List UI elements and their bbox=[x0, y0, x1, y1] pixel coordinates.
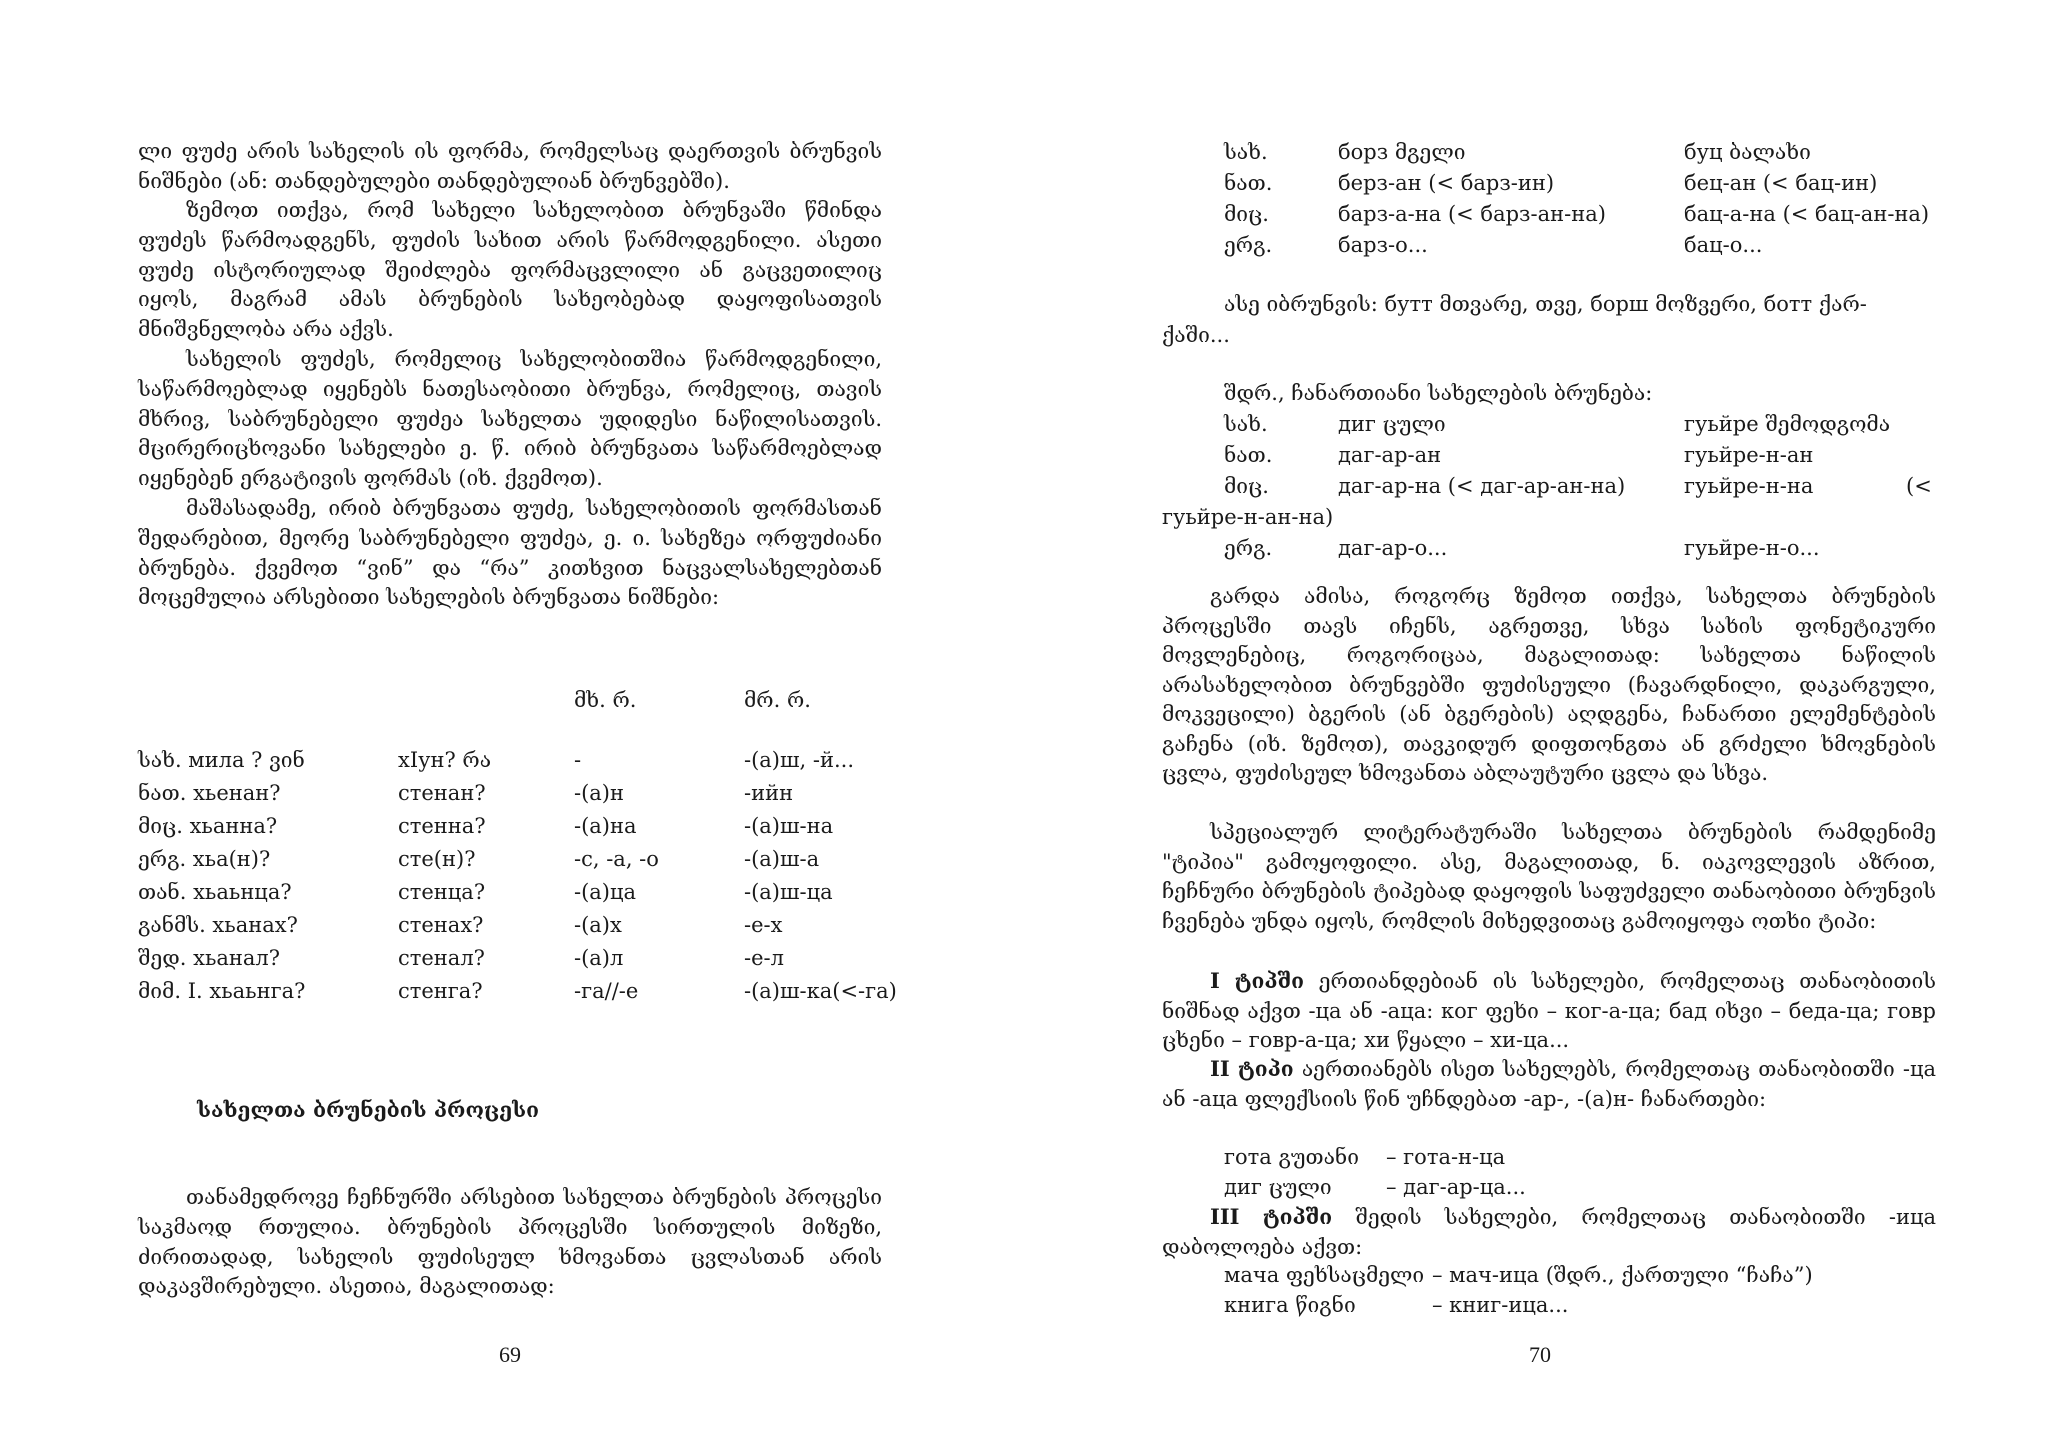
right-page bbox=[1024, 0, 2048, 1447]
table-cell: -(а)л bbox=[574, 946, 624, 970]
table-cell: შედ. хьанал? bbox=[138, 946, 281, 970]
table-cell: ნათ. bbox=[1224, 171, 1273, 195]
left-paragraph-1: ლი ფუძე არის სახელის ის ფორმა, რომელსაც დაერთვის ბრუნვის ნიშნები (ან: თანდებულები თანდებულიან ბრუნვებში). bbox=[138, 139, 882, 193]
table-cell: -(а)ца bbox=[574, 880, 637, 904]
table-cell: -(а)ш-на bbox=[744, 814, 834, 838]
table-cell: ერგ. хьа(н)? bbox=[138, 847, 271, 871]
type-2-label: II ტიპი bbox=[1210, 1056, 1294, 1081]
table-cell: თან. хьаьнца? bbox=[138, 880, 292, 904]
table-cell: сте(н)? bbox=[398, 847, 476, 871]
table-cell: -(а)х bbox=[574, 913, 622, 937]
left-paragraph-2: ზემოთ ითქვა, რომ სახელი სახელობით ბრუნვაში წმინდა ფუძეს წარმოადგენს, ფუძის სახით არის წარმოდგენილი. ასეთი ფუძე ისტორიულად შეიძლება ფორმაცვლილი ან გაცვეთილიც იყოს, მაგრამ ამას ბრუნების სახეობებად დაყოფისათვის მნიშვნელობა არა აქვს. bbox=[138, 198, 882, 342]
table-cell: даг-ар-ан bbox=[1338, 443, 1442, 467]
example-2-form: – даг-ар-ца... bbox=[1386, 1175, 1526, 1199]
example-1-form: – гота-н-ца bbox=[1386, 1145, 1506, 1169]
table-cell: барз-а-на (< барз-ан-на) bbox=[1338, 202, 1606, 226]
table-cell: берз-ан (< барз-ин) bbox=[1338, 171, 1555, 195]
table-cell: -(а)ш-ка(<-га) bbox=[744, 979, 897, 1003]
table-header-plural: მრ. რ. bbox=[744, 688, 811, 712]
table-cell: стенан? bbox=[398, 781, 486, 805]
example-1-word: гота გუთანი bbox=[1224, 1145, 1359, 1169]
table-cell: стенца? bbox=[398, 880, 486, 904]
table-cell: მიც. bbox=[1224, 202, 1269, 226]
table-cell: მიც. bbox=[1224, 474, 1269, 498]
right-paragraph-1: ასე იბრუნვის: бутт მთვარე, თვე, борш მოზვერი, ботт ქარ- bbox=[1224, 292, 1867, 316]
table-cell: მიმ. I. хьаьнга? bbox=[138, 979, 306, 1003]
type-1-paragraph bbox=[1162, 966, 1936, 1056]
right-paragraph-2: შდრ., ჩანართიანი სახელების ბრუნება: bbox=[1224, 381, 1653, 405]
table-cell: гуьйре-н-на bbox=[1684, 474, 1814, 498]
table-cell: стенал? bbox=[398, 946, 485, 970]
table-cell: -га//-е bbox=[574, 979, 639, 1003]
page-number-right: 70 bbox=[1529, 1342, 1551, 1367]
page-number-left: 69 bbox=[499, 1342, 521, 1367]
table-cell: -(а)ш-ца bbox=[744, 880, 833, 904]
table-cell: სახ. мила ? ვინ bbox=[138, 748, 305, 772]
table-cell: სახ. bbox=[1224, 412, 1268, 436]
table-cell: -е-л bbox=[744, 946, 784, 970]
type-2-paragraph bbox=[1162, 1054, 1936, 1114]
example-2-word: диг ცული bbox=[1224, 1175, 1332, 1199]
table-cell: -ийн bbox=[744, 781, 794, 805]
table-cell: ერგ. bbox=[1224, 233, 1273, 257]
type-1-label: I ტიპში bbox=[1210, 968, 1304, 993]
table-header-singular: მხ. რ. bbox=[574, 688, 637, 712]
table-cell: гуьйре შემოდგომა bbox=[1684, 412, 1891, 436]
left-paragraph-3: სახელის ფუძეს, რომელიც სახელობითშია წარმოდგენილი, საწარმოებლად იყენებს ნათესაობითი ბრუნვა, რომელიც, თავის მხრივ, საბრუნებელი ფუძეა სახელთა უდიდესი ნაწილისათვის. მცირერიცხოვანი სახელები ე. წ. ირიბ ბრუნვათა საწარმოებლად იყენებენ ერგატივის ფორმას (იხ. ქვემოთ). bbox=[138, 347, 882, 491]
type-3-paragraph bbox=[1162, 1202, 1936, 1262]
table-cell: стенах? bbox=[398, 913, 484, 937]
type-1-text: ერთიანდებიან ის სახელები, რომელთაც თანაობითის ნიშნად აქვთ -ца ან -аца: ког ფეხი – ког-а-ца; бад იხვი – беда-ца; говр ცხენი – говр-а-ца; хи წყალი – хи-ца... bbox=[1162, 969, 1936, 1052]
table-cell: ერგ. bbox=[1224, 536, 1273, 560]
table-cell: буц ბალახი bbox=[1684, 140, 1811, 164]
table-cell: -(а)ш, -й... bbox=[744, 748, 854, 772]
table-cell: даг-ар-о... bbox=[1338, 536, 1448, 560]
type-2-text: აერთიანებს ისეთ სახელებს, რომელთაც თანაობითში -ца ან -аца ფლექსიის წინ უჩნდებათ -ар-, -(а)н- ჩანართები: bbox=[1162, 1057, 1936, 1111]
right-paragraph-3: გარდა ამისა, როგორც ზემოთ ითქვა, სახელთა ბრუნების პროცესში თავს იჩენს, აგრეთვე, სხვა სახის ფონეტიკური მოვლენებიც, როგორიცაა, მაგალითად: სახელთა ნაწილის არასახელობით ბრუნვებში ფუძისეული (ჩავარდნილი, დაკარგული, მოკვეცილი) ბგერის (ან ბგერების) აღდგენა, ჩანართი ელემენტების გაჩენა (იხ. ზემოთ), თავკიდურ დიფთონგთა ან გრძელი ხმოვნების ცვლა, ფუძისეულ ხმოვანთა აბლაუტური ცვლა და სხვა. bbox=[1162, 584, 1936, 785]
table-cell: განმს. хьанах? bbox=[138, 913, 298, 937]
table-cell: -(а)н bbox=[574, 781, 624, 805]
table-cell: гуьйре-н-о... bbox=[1684, 536, 1820, 560]
table-cell: -с, -а, -о bbox=[574, 847, 659, 871]
table-cell: диг ცული bbox=[1338, 412, 1446, 436]
type-3-label: III ტიპში bbox=[1210, 1204, 1333, 1229]
table-cell: ნათ. bbox=[1224, 443, 1273, 467]
example-3-word: мача ფეხსაცმელი bbox=[1224, 1263, 1425, 1287]
table-cell: бац-о... bbox=[1684, 233, 1763, 257]
section-heading: სახელთა ბრუნების პროცესი bbox=[197, 1097, 539, 1122]
left-paragraph-5: თანამედროვე ჩეჩნურში არსებით სახელთა ბრუნების პროცესი საკმაოდ რთულია. ბრუნების პროცესში სირთულის მიზეზი, ძირითადად, სახელის ფუძისეულ ხმოვანთა ცვლასთან არის დაკავშირებული. ასეთია, მაგალითად: bbox=[138, 1185, 882, 1299]
right-paragraph-1-continued: ქაში... bbox=[1162, 323, 1230, 347]
table-cell: стенга? bbox=[398, 979, 483, 1003]
table-cell: борз მგელი bbox=[1338, 140, 1466, 164]
table-cell: бац-а-на (< бац-ан-на) bbox=[1684, 202, 1930, 226]
table-cell: -(а)ш-а bbox=[744, 847, 820, 871]
right-paragraph-4: სპეციალურ ლიტერატურაში სახელთა ბრუნების რამდენიმე "ტიპია" გამოყოფილი. ასე, მაგალითად, ნ. იაკოვლევის აზრით, ჩეჩნური ბრუნების ტიპებად დაყოფის საფუძველი თანაობითი ბრუნვის ჩვენება უნდა იყოს, რომლის მიხედვითაც გამოიყოფა ოთხი ტიპი: bbox=[1162, 820, 1936, 933]
table-cell: даг-ар-на (< даг-ар-ан-на) bbox=[1338, 474, 1626, 498]
table-cell: (< bbox=[1906, 474, 1932, 498]
table-cell: ნათ. хьенан? bbox=[138, 781, 281, 805]
table-cell: барз-о... bbox=[1338, 233, 1428, 257]
table-cell: -(а)на bbox=[574, 814, 637, 838]
example-4-form: – книг-ица... bbox=[1432, 1293, 1569, 1317]
table-cell: მიც. хьанна? bbox=[138, 814, 278, 838]
table-cell: стенна? bbox=[398, 814, 486, 838]
left-paragraph-4: მაშასადამე, ირიბ ბრუნვათა ფუძე, სახელობითის ფორმასთან შედარებით, მეორე საბრუნებელი ფუძეა, ე. ი. სახეზეა ორფუძიანი ბრუნება. ქვემოთ “ვინ” და “რა” კითხვით ნაცვალსახელებთან მოცემულია არსებითი სახელების ბრუნვათა ნიშნები: bbox=[138, 496, 882, 610]
table-cell: бец-ан (< бац-ин) bbox=[1684, 171, 1878, 195]
table-cell: - bbox=[574, 748, 582, 772]
table-cell: хIун? რა bbox=[398, 748, 492, 772]
example-3-form: – мач-ица (შდრ., ქართული “ჩაჩა”) bbox=[1432, 1263, 1813, 1287]
table-cell: гуьйре-н-ан bbox=[1684, 443, 1814, 467]
example-4-word: книга წიგნი bbox=[1224, 1293, 1356, 1317]
type-3-text: შედის სახელები, რომელთაც თანაობითში -ица დაბოლოება აქვთ: bbox=[1162, 1205, 1936, 1259]
table-cell: -е-х bbox=[744, 913, 783, 937]
table-cell: სახ. bbox=[1224, 140, 1268, 164]
table-cell-wrap: гуьйре-н-ан-на) bbox=[1162, 505, 1334, 529]
